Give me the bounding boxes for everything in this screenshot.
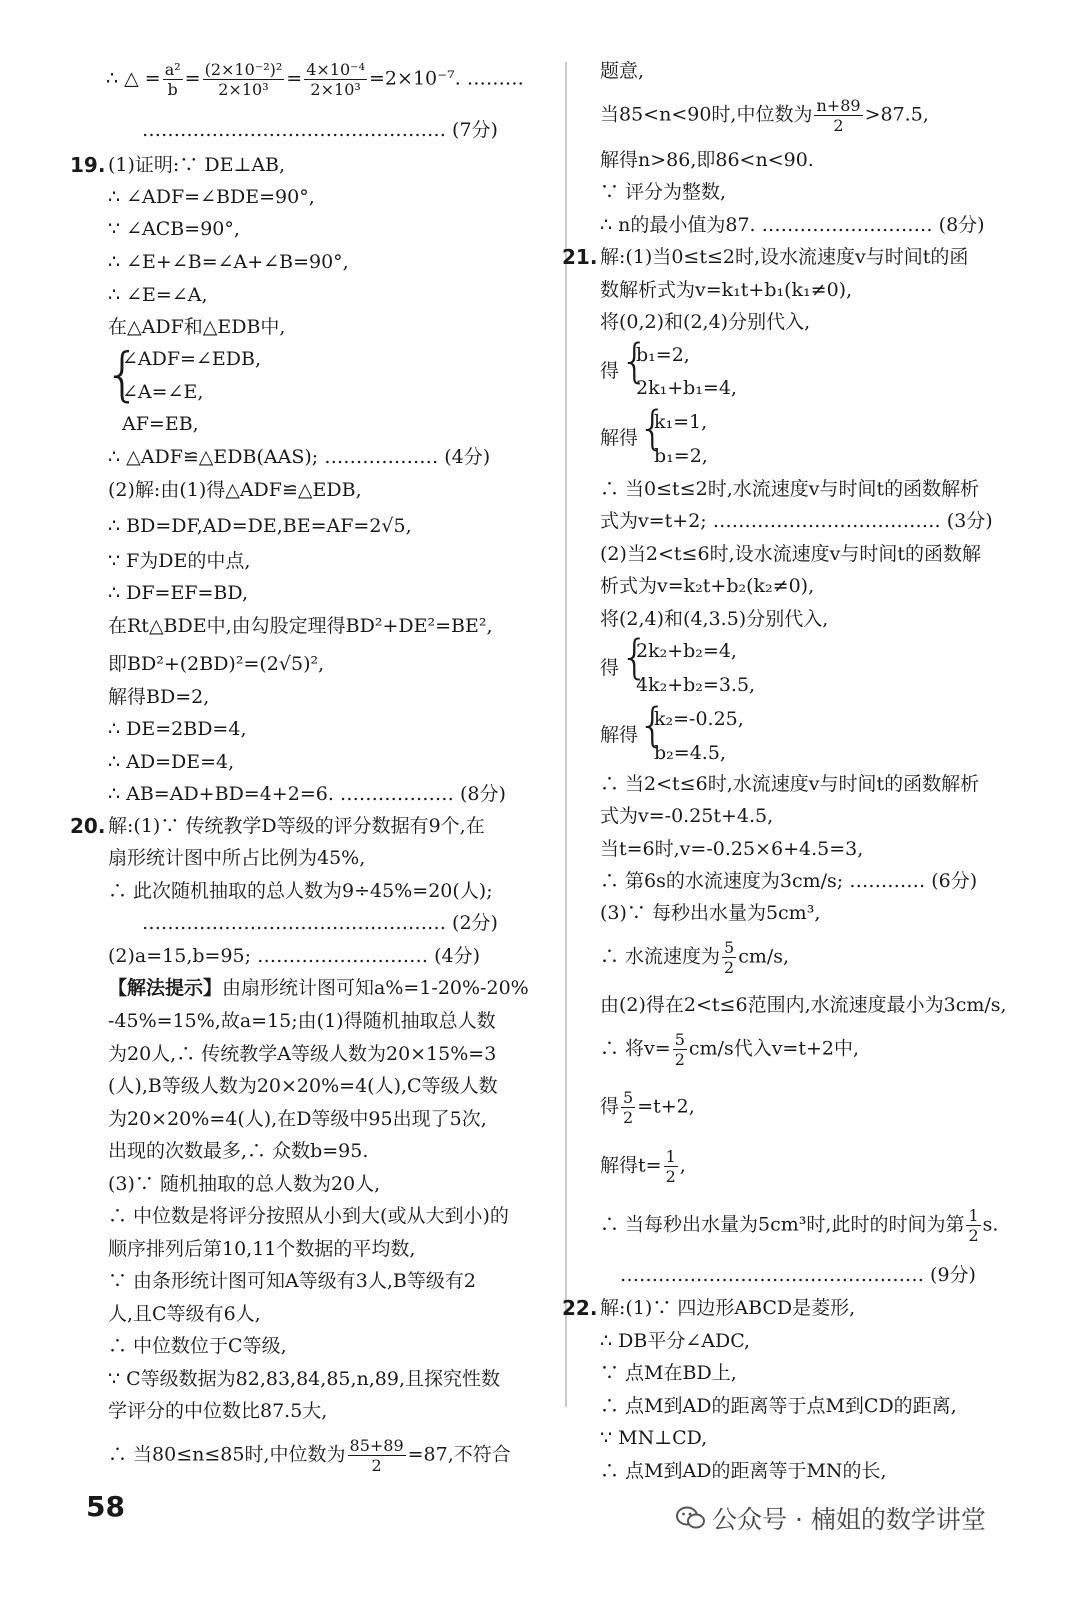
- text-line: 得: [600, 657, 620, 679]
- text-line: ∴ DB平分∠ADC,: [600, 1330, 751, 1352]
- fraction: $\frac{5}{2}$: [623, 1088, 634, 1127]
- text-line: ∴ AD=DE=4,: [108, 751, 235, 773]
- text-line: ∴ 中位数位于C等级,: [108, 1335, 287, 1357]
- text-line: ∴ 点M到AD的距离等于MN的长,: [600, 1460, 887, 1482]
- text-line: ∵ 由条形统计图可知A等级有3人,B等级有2: [108, 1270, 476, 1292]
- text-line: (人),B等级人数为20×20%=4(人),C等级人数: [108, 1075, 498, 1097]
- text-line: 将(0,2)和(2,4)分别代入,: [600, 311, 811, 333]
- text-line: 在△ADF和△EDB中,: [108, 316, 286, 338]
- text-line: ∴ DE=2BD=4,: [108, 718, 247, 740]
- text-line: ∴ DF=EF=BD,: [108, 582, 248, 604]
- text-line: b₁=2,: [654, 445, 708, 467]
- text-line: ∵ MN⊥CD,: [600, 1427, 708, 1449]
- page-number: 58: [86, 1490, 125, 1523]
- score-line: ∴ 第6s的水流速度为3cm/s; ………… (6分): [600, 870, 978, 892]
- text-line: ∴ BD=DF,AD=DE,BE=AF=2√5,: [108, 515, 412, 537]
- score-line: 式为v=t+2; ……………………………… (3分): [600, 510, 993, 532]
- text-line: b₂=4.5,: [654, 742, 726, 764]
- text-line: k₂=-0.25,: [654, 708, 744, 730]
- text-line: 数解析式为v=k₁t+b₁(k₁≠0),: [600, 279, 853, 301]
- score-line: ………………………………………… (2分): [142, 912, 498, 934]
- text-line: 将(2,4)和(4,3.5)分别代入,: [600, 608, 829, 630]
- text-line: 扇形统计图中所占比例为45%,: [108, 847, 366, 869]
- equation-line: ∴ 当每秒出水量为5cm³时,此时的时间为第 $\frac{1}{2}$ s.: [600, 1206, 999, 1245]
- text-line: ∵ 点M在BD上,: [600, 1362, 737, 1384]
- text-line: 人,且C等级有6人,: [108, 1303, 261, 1325]
- text-line: 为20人,∴ 传统教学A等级人数为20×15%=3: [108, 1043, 497, 1065]
- fraction: $\frac{85+89}{2}$: [349, 1436, 404, 1475]
- text-line: 解得: [600, 724, 639, 746]
- text-line: 2k₁+b₁=4,: [636, 377, 737, 399]
- score-line: ∴ AB=AD+BD=4+2=6. ……………… (8分): [108, 783, 506, 805]
- text-line: 由(2)得在2<t≤6范围内,水流速度最小为3cm/s,: [600, 994, 1007, 1016]
- text-line: 学评分的中位数比87.5大,: [108, 1400, 328, 1422]
- question-number: 19.: [70, 153, 106, 177]
- text-line: (2)解:由(1)得△ADF≌△EDB,: [108, 479, 362, 501]
- system-brace: {: [638, 698, 668, 752]
- system-brace: {: [620, 630, 650, 684]
- text-line: 当t=6时,v=-0.25×6+4.5=3,: [600, 838, 864, 860]
- fraction: $\frac{\text{a²}}{b}$: [164, 60, 181, 99]
- text-line: 解得: [600, 427, 639, 449]
- text-line: ∴ ∠E+∠B=∠A+∠B=90°,: [108, 251, 349, 273]
- text-line: (3)∵ 每秒出水量为5cm³,: [600, 902, 821, 924]
- text-line: 出现的次数最多,∴ 众数b=95.: [108, 1140, 369, 1162]
- text-line: 解得n>86,即86<n<90.: [600, 149, 814, 171]
- score-line: (2)a=15,b=95; ……………………… (4分): [108, 945, 481, 967]
- text-line: 解得BD=2,: [108, 686, 210, 708]
- question-number: 21.: [562, 245, 598, 269]
- text-line: 即BD²+(2BD)²=(2√5)²,: [108, 653, 325, 675]
- text-line: ∴ 此次随机抽取的总人数为9÷45%=20(人);: [108, 880, 493, 902]
- text-line: -45%=15%,故a=15;由(1)得随机抽取总人数: [108, 1010, 496, 1032]
- text-line: ∴ ∠ADF=∠BDE=90°,: [108, 186, 315, 208]
- text-line: 解:(1)∵ 传统教学D等级的评分数据有9个,在: [108, 815, 485, 837]
- fraction: $\frac{1}{2}$: [665, 1147, 676, 1186]
- text-line: ∵ ∠ACB=90°,: [108, 218, 240, 240]
- fraction: $\frac{1}{2}$: [968, 1206, 979, 1245]
- text-line: ∠ADF=∠EDB,: [122, 348, 262, 370]
- wechat-icon: [676, 1505, 706, 1531]
- equation-line: 解得t= $\frac{1}{2}$ ,: [600, 1147, 686, 1186]
- score-line: ………………………………………… (7分): [142, 119, 498, 141]
- question-number: 22.: [562, 1296, 598, 1320]
- question-number: 20.: [70, 814, 106, 838]
- fraction: $\frac{5}{2}$: [724, 938, 735, 977]
- equation-line: 当85<n<90时,中位数为 $\frac{n+89}{2}$ >87.5,: [600, 96, 929, 135]
- text-line: 解:(1)∵ 四边形ABCD是菱形,: [600, 1297, 856, 1319]
- text-line: b₁=2,: [636, 344, 690, 366]
- equation-line: ∴ 将v= $\frac{5}{2}$ cm/s代入v=t+2中,: [600, 1030, 860, 1069]
- text-line: 顺序排列后第10,11个数据的平均数,: [108, 1238, 416, 1260]
- text-line: ∴ 中位数是将评分按照从小到大(或从大到小)的: [108, 1205, 509, 1227]
- equation-line: ∴ △ = $\frac{\text{a²}}{b}$ = $\frac{\text{(2×10⁻²)²}}{\text{2×10³}}$ = $\frac{\text{4×10⁻⁴}}{\text{2×10³}}$ =2×10⁻⁷. ………: [106, 60, 524, 99]
- text-line: ∴ 当0≤t≤2时,水流速度v与时间t的函数解析: [600, 478, 980, 500]
- text-line: 式为v=-0.25t+4.5,: [600, 805, 774, 827]
- score-line: ………………………………………… (9分): [620, 1264, 976, 1286]
- text-line: 2k₂+b₂=4,: [636, 640, 737, 662]
- system-brace: {: [638, 401, 668, 455]
- text-line: ∠A=∠E,: [122, 381, 204, 403]
- equation-line: ∴ 当80≤n≤85时,中位数为 $\frac{85+89}{2}$ =87,不符合: [108, 1436, 511, 1475]
- text-line: k₁=1,: [654, 411, 708, 433]
- text-line: ∴ 点M到AD的距离等于点M到CD的距离,: [600, 1395, 957, 1417]
- text-line: ∴ 当2<t≤6时,水流速度v与时间t的函数解析: [600, 773, 980, 795]
- fraction: $\frac{n+89}{2}$: [816, 96, 861, 135]
- text-line: 在Rt△BDE中,由勾股定理得BD²+DE²=BE²,: [108, 615, 493, 637]
- hint-line: 【解法提示】由扇形统计图可知a%=1-20%-20%: [108, 977, 529, 999]
- system-brace: {: [104, 340, 141, 408]
- fraction: $\frac{\text{(2×10⁻²)²}}{\text{2×10³}}$: [204, 60, 283, 99]
- text-line: (1)证明:∵ DE⊥AB,: [108, 154, 286, 176]
- text-line: ∵ F为DE的中点,: [108, 550, 251, 572]
- fraction: $\frac{\text{4×10⁻⁴}}{\text{2×10³}}$: [306, 60, 366, 99]
- fraction: $\frac{5}{2}$: [674, 1030, 685, 1069]
- text-line: (2)当2<t≤6时,设水流速度v与时间t的函数解: [600, 543, 981, 565]
- text-line: AF=EB,: [122, 413, 199, 435]
- score-line: ∴ △ADF≌△EDB(AAS); ……………… (4分): [108, 446, 491, 468]
- text-line: 为20×20%=4(人),在D等级中95出现了5次,: [108, 1108, 487, 1130]
- text-line: ∵ C等级数据为82,83,84,85,n,89,且探究性数: [108, 1368, 501, 1390]
- equation-line: ∴ 水流速度为 $\frac{5}{2}$ cm/s,: [600, 938, 790, 977]
- text-line: ∴ ∠E=∠A,: [108, 284, 208, 306]
- text-line: (3)∵ 随机抽取的总人数为20人,: [108, 1173, 381, 1195]
- text-line: 题意,: [600, 60, 645, 82]
- footer-account-name: 公众号 · 楠姐的数学讲堂: [712, 1505, 986, 1534]
- score-line: ∴ n的最小值为87. ……………………… (8分): [600, 214, 985, 236]
- text-line: 得: [600, 360, 620, 382]
- text-line: ∵ 评分为整数,: [600, 181, 727, 203]
- system-brace: {: [620, 334, 650, 388]
- text-line: 析式为v=k₂t+b₂(k₂≠0),: [600, 575, 815, 597]
- hint-label: 【解法提示】: [108, 977, 223, 999]
- equation-line: 得 $\frac{5}{2}$ =t+2,: [600, 1088, 695, 1127]
- text-line: 解:(1)当0≤t≤2时,设水流速度v与时间t的函: [600, 246, 969, 268]
- text-line: 4k₂+b₂=3.5,: [636, 674, 756, 696]
